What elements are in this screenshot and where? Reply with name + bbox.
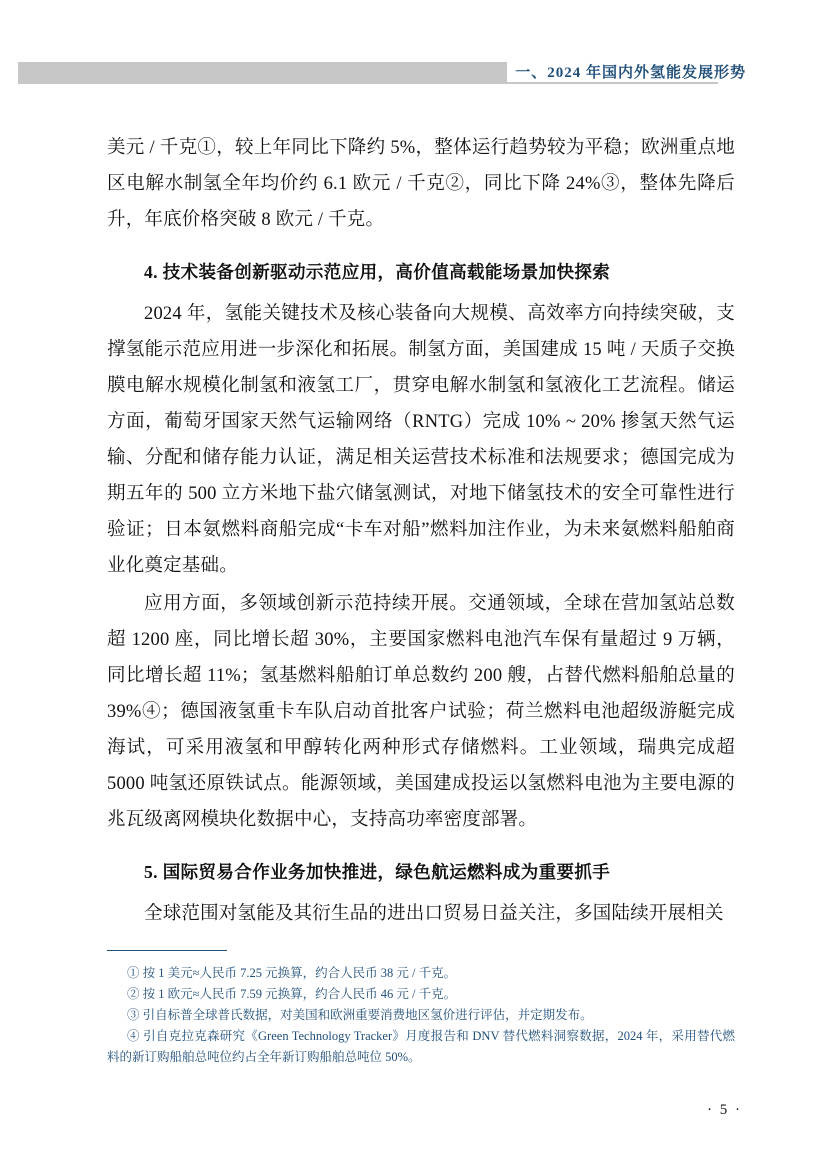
footnote-item: ① 按 1 美元≈人民币 7.25 元换算，约合人民币 38 元 / 千克。 bbox=[127, 966, 457, 980]
footnote-item: ② 按 1 欧元≈人民币 7.59 元换算，约合人民币 46 元 / 千克。 bbox=[127, 987, 457, 1001]
paragraph-trade: 全球范围对氢能及其衍生品的进出口贸易日益关注，多国陆续开展相关 bbox=[144, 904, 724, 924]
document-body bbox=[107, 130, 735, 934]
footnote-item: ④ 引自克拉克森研究《Green Technology Tracker》月度报告和 DNV 替代燃料洞察数据，2024 年，采用替代燃料的新订购船舶总吨位约占全年新订购船舶总吨位 50%。 bbox=[107, 1029, 735, 1064]
page-number: · 5 · bbox=[707, 1102, 742, 1118]
header-title: 一、2024 年国内外氢能发展形势 bbox=[507, 61, 746, 82]
section-heading-5: 5. 国际贸易合作业务加快推进，绿色航运燃料成为重要抓手 bbox=[144, 862, 611, 882]
section-heading-4: 4. 技术装备创新驱动示范应用，高价值高载能场景加快探索 bbox=[144, 262, 611, 282]
footnote-section bbox=[107, 950, 735, 1068]
page-header bbox=[0, 62, 838, 96]
paragraph-applications: 应用方面，多领域创新示范持续开展。交通领域，全球在营加氢站总数超 1200 座，同比增长超 30%，主要国家燃料电池汽车保有量超过 9 万辆，同比增长超 11%；氢基燃料船舶订单总数约 200 艘，占替代燃料船舶总量的 39%④；德国液氢重卡车队启动首批客户试验；荷兰燃料电池超级游艇完成海试，可采用液氢和甲醇转化两种形式存储燃料。工业领域，瑞典完成超 5000 吨氢还原铁试点。能源领域，美国建成投运以氢燃料电池为主要电源的兆瓦级离网模块化数据中心，支持高功率密度部署。 bbox=[107, 594, 735, 830]
paragraph-continuation: 美元 / 千克①，较上年同比下降约 5%，整体运行趋势较为平稳；欧洲重点地区电解水制氢全年均价约 6.1 欧元 / 千克②，同比下降 24%③，整体先降后升，年底价格突破 8 欧元 / 千克。 bbox=[107, 138, 735, 230]
paragraph-tech-equipment: 2024 年，氢能关键技术及核心装备向大规模、高效率方向持续突破，支撑氢能示范应用进一步深化和拓展。制氢方面，美国建成 15 吨 / 天质子交换膜电解水规模化制氢和液氢工厂，贯穿电解水制氢和氢液化工艺流程。储运方面，葡萄牙国家天然气运输网络（RNTG）完成 10% ~ 20% 掺氢天然气运输、分配和储存能力认证，满足相关运营技术标准和法规要求；德国完成为期五年的 500 立方米地下盐穴储氢测试，对地下储氢技术的安全可靠性进行验证；日本氨燃料商船完成“卡车对船”燃料加注作业，为未来氨燃料船舶商业化奠定基础。 bbox=[107, 304, 735, 576]
footnote-item: ③ 引自标普全球普氏数据，对美国和欧洲重要消费地区氢价进行评估，并定期发布。 bbox=[127, 1008, 593, 1022]
footnote-rule bbox=[107, 950, 227, 951]
